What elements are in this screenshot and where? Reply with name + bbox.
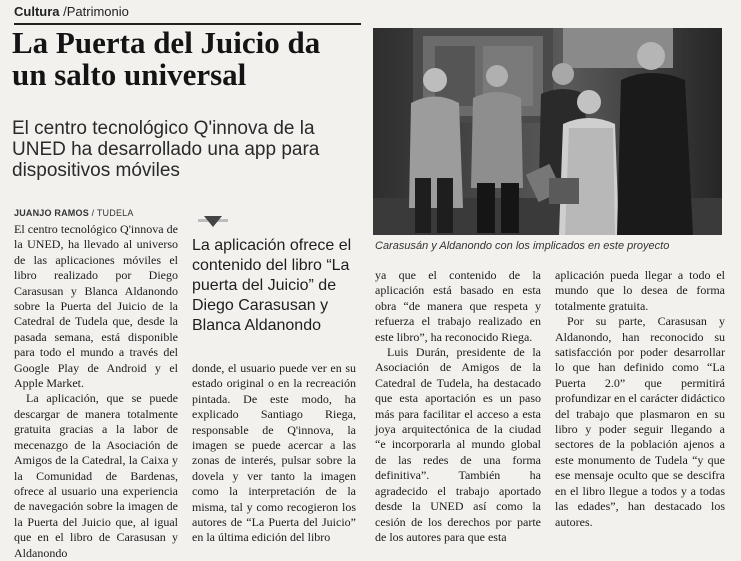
article-column-4 — [555, 268, 725, 530]
article-column-1 — [14, 222, 178, 561]
byline-author: JUANJO RAMOS — [14, 208, 89, 218]
section-label — [14, 4, 359, 19]
paragraph: La aplicación, que se puede descargar de manera totalmente gratuita gracias a la labor de mecenazgo de la Asociación de Amigos de la Catedral, la Caixa y la Comunidad de Bardenas, ofrece al usuario una experiencia de navegación sobre la imagen de la Puerta del Juicio que, al igual que en el libro de Carasusan y Aldanondo — [14, 391, 178, 560]
paragraph: El centro tecnológico Q'innova de la UNED, ha llevado al universo de las aplicaciones móviles el libro realizado por Diego Carasusan y Blanca Aldanondo sobre la Puerta del Juicio de la Catedral de Tudela que, desde la pasada semana, está disponible para todo el mundo a través del Google Play de Android y el Apple Market. — [14, 222, 178, 391]
byline — [14, 208, 134, 218]
paragraph: aplicación pueda llegar a todo el mundo que lo desea de forma totalmente gratuita. — [555, 268, 725, 313]
paragraph: Por su parte, Carasusan y Aldanondo, han reconocido su satisfacción por poder desarrollar lo que han definido como “La Puerta 2.0” que permitirá profundizar en el carácter didáctico del trabajo que plasmaron en su libro y poder seguir llegando a sectores de la población ajenos a este monumento de Tudela “y que ese mensaje oculto que se descifra en el libro llegue a todos y a todas las edades”, han destacado los autores. — [555, 314, 725, 529]
headline — [12, 27, 362, 91]
triangle-marker-icon — [198, 214, 228, 228]
article-photo — [373, 28, 722, 235]
byline-location: / TUDELA — [91, 208, 134, 218]
headline-line-2: un salto universal — [12, 57, 247, 92]
subheadline: El centro tecnológico Q'innova de la UNED ha desarrollado una app para dispositivos móviles — [12, 118, 320, 181]
paragraph: ya que el contenido de la aplicación está basado en esta obra “de manera que respeta y refuerza el trabajo realizado en este libro”, ha reconocido Riega. — [375, 268, 541, 344]
photo-caption: Carasusán y Aldanondo con los implicados en este proyecto — [375, 240, 670, 252]
headline-line-1: La Puerta del Juicio da — [12, 25, 321, 60]
section-category: Cultura — [14, 4, 60, 19]
pull-quote: La aplicación ofrece el contenido del libro “La puerta del Juicio” de Diego Carasusan y Blanca Aldanondo — [192, 237, 352, 334]
section-subcategory: /Patrimonio — [63, 4, 129, 19]
article-column-3 — [375, 268, 541, 545]
paragraph: Luis Durán, presidente de la Asociación de Amigos de la Catedral de Tudela, ha destacado que esta aportación es un paso más para facilitar el acceso a esta joya arquitectónica de la ciudad “e incorporarla al mundo global de las redes de una forma definitiva”. También ha agradecido el trabajo aportado desde la UNED así como la cesión de los derechos por parte de los autores para que esta — [375, 345, 541, 544]
article-column-2 — [192, 361, 356, 546]
paragraph: donde, el usuario puede ver en su estado original o en la recreación pintada. De este modo, ha explicado Santiago Riega, responsable de Q'innova, la imagen se puede acercar a las zonas de interés, pulsar sobre la dovela y ver tanto la imagen como la interpretación de la misma, tal y como recogieron los autores de “La Puerta del Juicio” en la última edición del libro — [192, 361, 356, 545]
group-photo-image — [373, 28, 722, 235]
